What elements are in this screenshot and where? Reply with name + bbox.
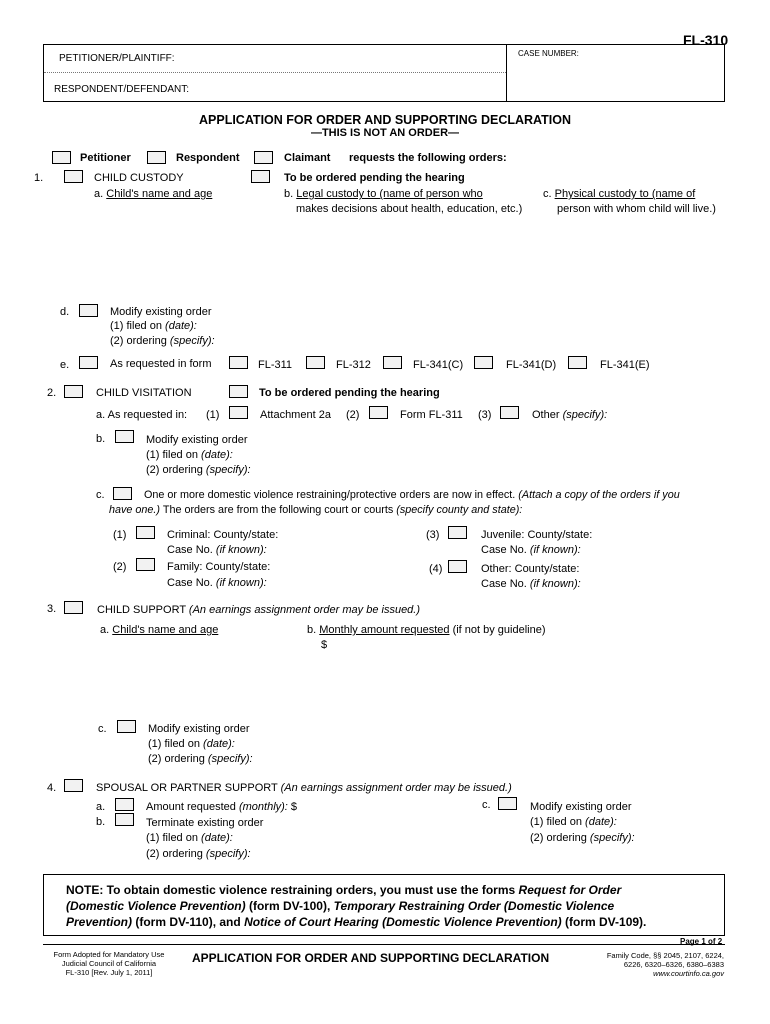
court-3-number: (3) (426, 529, 440, 541)
physical-custody-label: c. Physical custody to (name of (543, 188, 696, 200)
note-box (43, 874, 725, 936)
child-support-title: CHILD SUPPORT (An earnings assignment order may be issued.) (97, 604, 421, 616)
spousal-support-title: SPOUSAL OR PARTNER SUPPORT (An earnings assignment order may be issued.) (96, 782, 512, 794)
visitation-opt1-number: (1) (206, 409, 220, 421)
custody-pending-checkbox[interactable] (251, 170, 270, 183)
section-2-number: 2. (47, 387, 57, 399)
footer-website[interactable]: www.courtinfo.ca.gov (653, 969, 724, 978)
note-line-1: NOTE: To obtain domestic violence restraining orders, you must use the forms Request for Order (66, 883, 622, 897)
court-2-number: (2) (113, 561, 127, 573)
court-criminal-case-label: Case No. (if known): (167, 544, 267, 556)
form-fl341d-checkbox[interactable] (474, 356, 493, 369)
child-custody-checkbox[interactable] (64, 170, 83, 183)
visitation-pending-label: To be ordered pending the hearing (259, 387, 440, 399)
visitation-other-checkbox[interactable] (500, 406, 519, 419)
item-2b-letter: b. (96, 433, 106, 445)
item-4a-letter: a. (96, 801, 106, 813)
support-ordering-label: (2) ordering (specify): (148, 753, 253, 765)
page-number: Page 1 of 2 (680, 937, 723, 946)
custody-ordering-label: (2) ordering (specify): (110, 335, 215, 347)
form-fl341c-label: FL-341(C) (413, 359, 464, 371)
spousal-c-filed-on-label: (1) filed on (date): (530, 816, 617, 828)
custody-child-name-label: a. Child's name and age (94, 188, 213, 200)
section-4-number: 4. (47, 782, 57, 794)
terminate-order-checkbox[interactable] (115, 813, 134, 826)
form-fl312-label: FL-312 (336, 359, 371, 371)
dv-orders-text-2: have one.) The orders are from the following court or courts (specify county and state): (109, 504, 523, 516)
item-1e-letter: e. (60, 359, 70, 371)
court-4-number: (4) (429, 563, 443, 575)
form-fl341d-label: FL-341(D) (506, 359, 557, 371)
custody-filed-on-label: (1) filed on (date): (110, 320, 197, 332)
item-4b-letter: b. (96, 816, 106, 828)
legal-custody-label: b. Legal custody to (name of person who (284, 188, 483, 200)
footer-adopted: Form Adopted for Mandatory Use (53, 950, 165, 959)
visitation-pending-checkbox[interactable] (229, 385, 248, 398)
petitioner-label: PETITIONER/PLAINTIFF: (59, 53, 175, 64)
visitation-filed-on-label: (1) filed on (date): (146, 449, 233, 461)
respondent-label: RESPONDENT/DEFENDANT: (54, 84, 190, 95)
form-fl311-label: FL-311 (258, 359, 293, 371)
petitioner-field[interactable] (58, 64, 451, 77)
visitation-other-label: Other (specify): (532, 409, 608, 421)
child-support-checkbox[interactable] (64, 601, 83, 614)
item-3c-letter: c. (98, 723, 107, 735)
case-number-field[interactable] (508, 60, 718, 96)
footer-revision: FL-310 [Rev. July 1, 2011] (65, 968, 153, 977)
claimant-checkbox[interactable] (254, 151, 273, 164)
custody-modify-label: Modify existing order (110, 306, 212, 318)
item-1d-letter: d. (60, 306, 70, 318)
physical-custody-label-2: person with whom child will live.) (557, 203, 716, 215)
requests-text: requests the following orders: (349, 152, 507, 164)
respondent-checkbox[interactable] (147, 151, 166, 164)
page-subtitle: —THIS IS NOT AN ORDER— (310, 127, 460, 139)
child-custody-title: CHILD CUSTODY (94, 172, 184, 184)
terminate-order-label: Terminate existing order (146, 817, 264, 829)
child-visitation-checkbox[interactable] (64, 385, 83, 398)
spousal-b-ordering-label: (2) ordering (specify): (146, 848, 251, 860)
item-2c-letter: c. (96, 489, 105, 501)
footer-divider (43, 944, 725, 945)
visitation-opt2-number: (2) (346, 409, 360, 421)
footer-code-2: 6226, 6320–6326, 6380–6383 (623, 960, 724, 969)
support-child-name-field[interactable] (100, 642, 290, 712)
visitation-modify-label: Modify existing order (146, 434, 248, 446)
support-filed-on-label: (1) filed on (date): (148, 738, 235, 750)
item-4c-letter: c. (482, 799, 491, 811)
footer-code-1: Family Code, §§ 2045, 2107, 6224, (606, 951, 724, 960)
spousal-modify-checkbox[interactable] (498, 797, 517, 810)
custody-form-label: As requested in form (110, 358, 212, 370)
custody-modify-checkbox[interactable] (79, 304, 98, 317)
court-family-case-label: Case No. (if known): (167, 577, 267, 589)
dv-orders-checkbox[interactable] (113, 487, 132, 500)
spousal-b-filed-on-label: (1) filed on (date): (146, 832, 233, 844)
dv-orders-text-1: One or more domestic violence restraining/protective orders are now in effect. (Attach a copy of the orders if you (144, 489, 680, 501)
page-title: APPLICATION FOR ORDER AND SUPPORTING DECLARATION (199, 113, 571, 127)
attachment-2a-checkbox[interactable] (229, 406, 248, 419)
court-criminal-label: Criminal: County/state: (167, 529, 279, 541)
custody-pending-label: To be ordered pending the hearing (284, 172, 465, 184)
spousal-support-checkbox[interactable] (64, 779, 83, 792)
support-child-name-label: a. Child's name and age (100, 624, 219, 636)
custody-child-name-field[interactable] (94, 220, 274, 300)
amount-requested-checkbox[interactable] (115, 798, 134, 811)
court-other-label: Other: County/state: (481, 563, 580, 575)
attachment-2a-label: Attachment 2a (260, 409, 331, 421)
footer-title: APPLICATION FOR ORDER AND SUPPORTING DECLARATION (192, 951, 550, 965)
form-fl341c-checkbox[interactable] (383, 356, 402, 369)
amount-requested-label: Amount requested (monthly): $ (146, 801, 298, 813)
legal-custody-field[interactable] (284, 220, 524, 300)
case-number-label: CASE NUMBER: (518, 49, 579, 58)
visitation-requested-label: a. As requested in: (96, 409, 188, 421)
form-fl341e-label: FL-341(E) (600, 359, 650, 371)
visitation-ordering-label: (2) ordering (specify): (146, 464, 251, 476)
court-juvenile-label: Juvenile: County/state: (481, 529, 593, 541)
footer-council: Judicial Council of California (61, 959, 157, 968)
court-other-checkbox[interactable] (448, 560, 467, 573)
claimant-option: Claimant (284, 152, 331, 164)
respondent-option: Respondent (176, 152, 240, 164)
form-fl312-checkbox[interactable] (306, 356, 325, 369)
visitation-modify-checkbox[interactable] (115, 430, 134, 443)
monthly-amount-label: b. Monthly amount requested (if not by guideline) (307, 624, 546, 636)
section-1-number: 1. (34, 172, 44, 184)
monthly-amount-field[interactable] (330, 638, 530, 708)
child-visitation-title: CHILD VISITATION (96, 387, 192, 399)
court-juvenile-checkbox[interactable] (448, 526, 467, 539)
note-line-2: (Domestic Violence Prevention) (form DV-100), Temporary Restraining Order (Domestic Violence (66, 899, 615, 913)
note-line-3: Prevention) (form DV-110), and Notice of Court Hearing (Domestic Violence Prevention) (form DV-109). (66, 915, 647, 929)
legal-custody-label-2: makes decisions about health, education, etc.) (296, 203, 523, 215)
court-1-number: (1) (113, 529, 127, 541)
petitioner-option: Petitioner (80, 152, 131, 164)
form-fl311-visitation-checkbox[interactable] (369, 406, 388, 419)
spousal-c-ordering-label: (2) ordering (specify): (530, 832, 635, 844)
court-other-case-label: Case No. (if known): (481, 578, 581, 590)
court-family-label: Family: County/state: (167, 561, 271, 573)
monthly-amount-dollar: $ (321, 639, 328, 651)
physical-custody-field[interactable] (543, 220, 723, 300)
support-modify-checkbox[interactable] (117, 720, 136, 733)
court-family-checkbox[interactable] (136, 558, 155, 571)
spousal-modify-label: Modify existing order (530, 801, 632, 813)
court-juvenile-case-label: Case No. (if known): (481, 544, 581, 556)
section-3-number: 3. (47, 603, 57, 615)
form-fl311-visitation-label: Form FL-311 (400, 409, 463, 421)
form-fl311-checkbox[interactable] (229, 356, 248, 369)
visitation-opt3-number: (3) (478, 409, 492, 421)
form-number: FL-310 (683, 32, 729, 48)
court-criminal-checkbox[interactable] (136, 526, 155, 539)
custody-form-checkbox[interactable] (79, 356, 98, 369)
support-modify-label: Modify existing order (148, 723, 250, 735)
petitioner-checkbox[interactable] (52, 151, 71, 164)
form-fl341e-checkbox[interactable] (568, 356, 587, 369)
